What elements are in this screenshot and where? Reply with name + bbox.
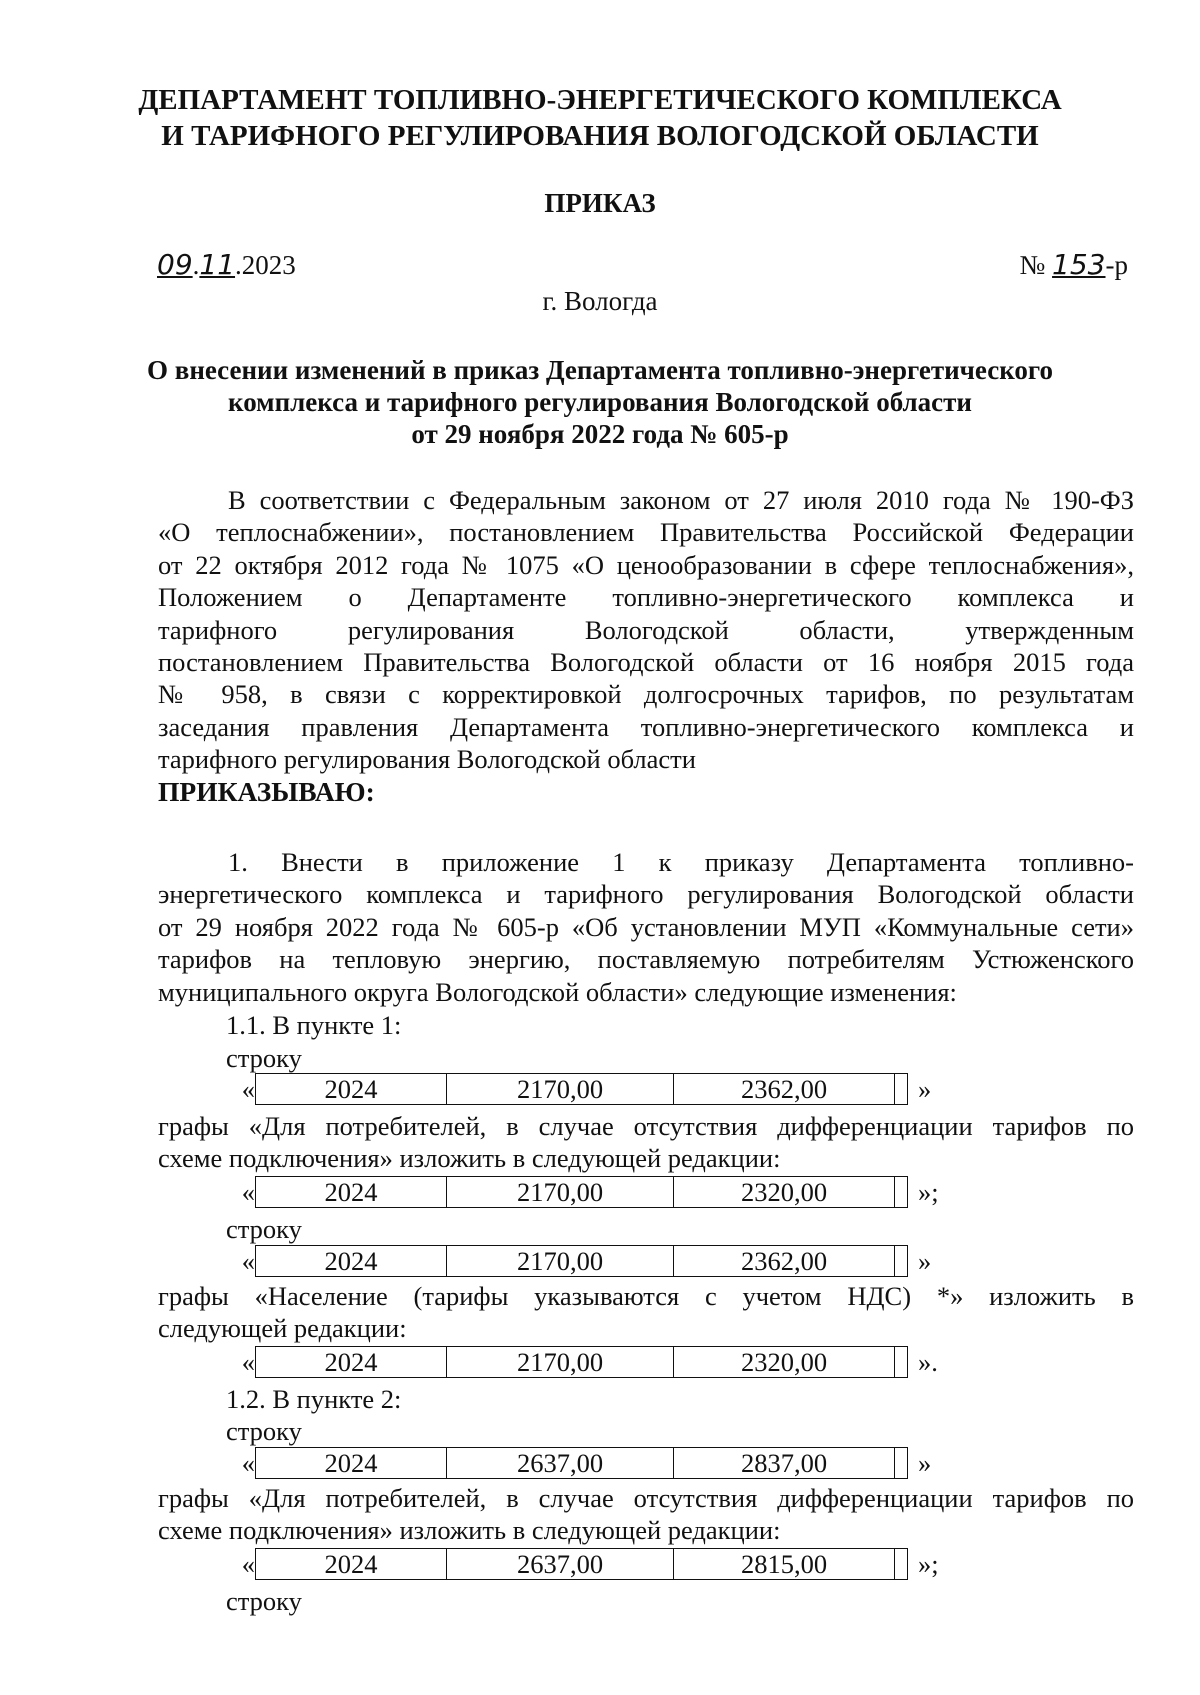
- tariff-row-2: [233, 1175, 939, 1209]
- preamble-line: заседания правления Департамента топливно-энергетического комплекса и: [158, 711, 1134, 742]
- tariff-value-2: 2362,00: [674, 1246, 895, 1276]
- grafy-consumers-2: [158, 1482, 1134, 1547]
- open-quote: «: [241, 1447, 255, 1478]
- order-date: [157, 248, 296, 281]
- tariff-empty-cell: [895, 1549, 907, 1579]
- number-handwritten: 153: [1052, 248, 1106, 281]
- number-suffix: -р: [1105, 250, 1128, 280]
- tariff-value-1: 2170,00: [447, 1177, 674, 1207]
- item-1-line: энергетического комплекса и тарифного регулирования Вологодской области: [158, 879, 1134, 910]
- preamble-line: постановлением Правительства Вологодской области от 16 ноября 2015 года: [158, 647, 1134, 678]
- tariff-row-cells: [255, 1447, 908, 1479]
- grafy-line: графы «Для потребителей, в случае отсутствия дифференциации тарифов по: [158, 1111, 1134, 1141]
- tariff-year: 2024: [256, 1347, 447, 1377]
- tariff-value-1: 2637,00: [447, 1549, 674, 1579]
- tariff-value-2: 2320,00: [674, 1177, 895, 1207]
- subitem-1-2: 1.2. В пункте 2:: [226, 1384, 402, 1414]
- grafy-line: схеме подключения» изложить в следующей редакции:: [158, 1515, 781, 1546]
- number-prefix: №: [1019, 250, 1046, 280]
- preamble-line: Положением о Департаменте топливно-энергетического комплекса и: [158, 582, 1134, 613]
- item-1-line: муниципального округа Вологодской области» следующие изменения:: [158, 976, 957, 1007]
- open-quote: «: [241, 1346, 255, 1377]
- tariff-year: 2024: [256, 1074, 447, 1104]
- stroku-label: строку: [226, 1586, 302, 1616]
- department-name-line-2: И ТАРИФНОГО РЕГУЛИРОВАНИЯ ВОЛОГОДСКОЙ ОБЛАСТИ: [161, 120, 1039, 152]
- preamble-line: № 958, в связи с корректировкой долгосрочных тарифов, по результатам: [158, 679, 1134, 710]
- open-quote: «: [241, 1176, 255, 1207]
- tariff-row-cells: [255, 1245, 908, 1277]
- tariff-row-cells: [255, 1073, 908, 1105]
- decree-word: ПРИКАЗЫВАЮ:: [158, 775, 375, 807]
- tariff-value-1: 2170,00: [447, 1074, 674, 1104]
- tariff-row-1: [233, 1072, 931, 1106]
- subject-line-2: комплекса и тарифного регулирования Вологодской области: [228, 387, 972, 417]
- tariff-year: 2024: [256, 1246, 447, 1276]
- grafy-line: графы «Для потребителей, в случае отсутствия дифференциации тарифов по: [158, 1483, 1134, 1513]
- tariff-year: 2024: [256, 1177, 447, 1207]
- tariff-empty-cell: [895, 1448, 907, 1478]
- subject-line-1: О внесении изменений в приказ Департамента топливно-энергетического: [146, 355, 1053, 385]
- grafy-line: следующей редакции:: [158, 1313, 407, 1344]
- grafy-consumers-1: [158, 1110, 1134, 1175]
- tariff-value-2: 2815,00: [674, 1549, 895, 1579]
- stroku-label: строку: [226, 1416, 302, 1446]
- tariff-empty-cell: [895, 1177, 907, 1207]
- tariff-value-1: 2170,00: [447, 1347, 674, 1377]
- date-year: .2023: [235, 250, 296, 280]
- subject-heading: [0, 354, 1200, 450]
- date-month-handwritten: 11: [199, 248, 236, 281]
- close-quote: ».: [918, 1346, 938, 1377]
- preamble-line: В соответствии с Федеральным законом от 27 июля 2010 года № 190-ФЗ: [228, 485, 1134, 515]
- tariff-value-1: 2170,00: [447, 1246, 674, 1276]
- tariff-row-cells: [255, 1346, 908, 1378]
- tariff-value-1: 2637,00: [447, 1448, 674, 1478]
- date-separator: .: [192, 250, 200, 280]
- preamble-line: от 22 октября 2012 года № 1075 «О ценообразовании в сфере теплоснабжения»,: [158, 549, 1134, 580]
- city: г. Вологда: [542, 286, 658, 316]
- close-quote: »: [918, 1245, 932, 1276]
- date-day-handwritten: 09: [157, 248, 193, 281]
- subitem-1-1: 1.1. В пункте 1:: [226, 1010, 402, 1040]
- tariff-row-6: [233, 1547, 939, 1581]
- item-1-line: от 29 ноября 2022 года № 605-р «Об установлении МУП «Коммунальные сети»: [158, 911, 1134, 942]
- tariff-row-cells: [255, 1548, 908, 1580]
- order-number: [1020, 248, 1128, 281]
- tariff-row-cells: [255, 1176, 908, 1208]
- item-1-paragraph: [158, 846, 1134, 1008]
- tariff-row-3: [233, 1244, 931, 1278]
- tariff-row-5: [233, 1446, 931, 1480]
- tariff-empty-cell: [895, 1347, 907, 1377]
- grafy-line: схеме подключения» изложить в следующей редакции:: [158, 1143, 781, 1174]
- stroku-label: строку: [226, 1043, 302, 1073]
- open-quote: «: [241, 1245, 255, 1276]
- preamble-paragraph: [158, 484, 1134, 808]
- preamble-line: тарифного регулирования Вологодской области: [158, 744, 696, 775]
- tariff-year: 2024: [256, 1549, 447, 1579]
- open-quote: «: [241, 1073, 255, 1104]
- subject-line-3: от 29 ноября 2022 года № 605-р: [411, 419, 789, 449]
- preamble-line: «О теплоснабжении», постановлением Правительства Российской Федерации: [158, 517, 1134, 548]
- item-1-line: 1. Внести в приложение 1 к приказу Департамента топливно-: [228, 847, 1134, 877]
- open-quote: «: [241, 1548, 255, 1579]
- tariff-value-2: 2837,00: [674, 1448, 895, 1478]
- order-title: ПРИКАЗ: [544, 188, 656, 218]
- close-quote: »: [918, 1073, 932, 1104]
- close-quote: »;: [918, 1176, 939, 1207]
- tariff-row-4: [233, 1345, 938, 1379]
- tariff-value-2: 2362,00: [674, 1074, 895, 1104]
- close-quote: »: [918, 1447, 932, 1478]
- tariff-empty-cell: [895, 1074, 907, 1104]
- department-name-line-1: ДЕПАРТАМЕНТ ТОПЛИВНО-ЭНЕРГЕТИЧЕСКОГО КОМПЛЕКСА: [138, 84, 1062, 116]
- stroku-label: строку: [226, 1214, 302, 1244]
- tariff-year: 2024: [256, 1448, 447, 1478]
- tariff-empty-cell: [895, 1246, 907, 1276]
- grafy-population: [158, 1280, 1134, 1345]
- grafy-line: графы «Население (тарифы указываются с учетом НДС) *» изложить в: [158, 1281, 1134, 1311]
- item-1-line: тарифов на тепловую энергию, поставляемую потребителям Устюженского: [158, 944, 1134, 975]
- close-quote: »;: [918, 1548, 939, 1579]
- tariff-value-2: 2320,00: [674, 1347, 895, 1377]
- preamble-line: тарифного регулирования Вологодской области, утвержденным: [158, 614, 1134, 645]
